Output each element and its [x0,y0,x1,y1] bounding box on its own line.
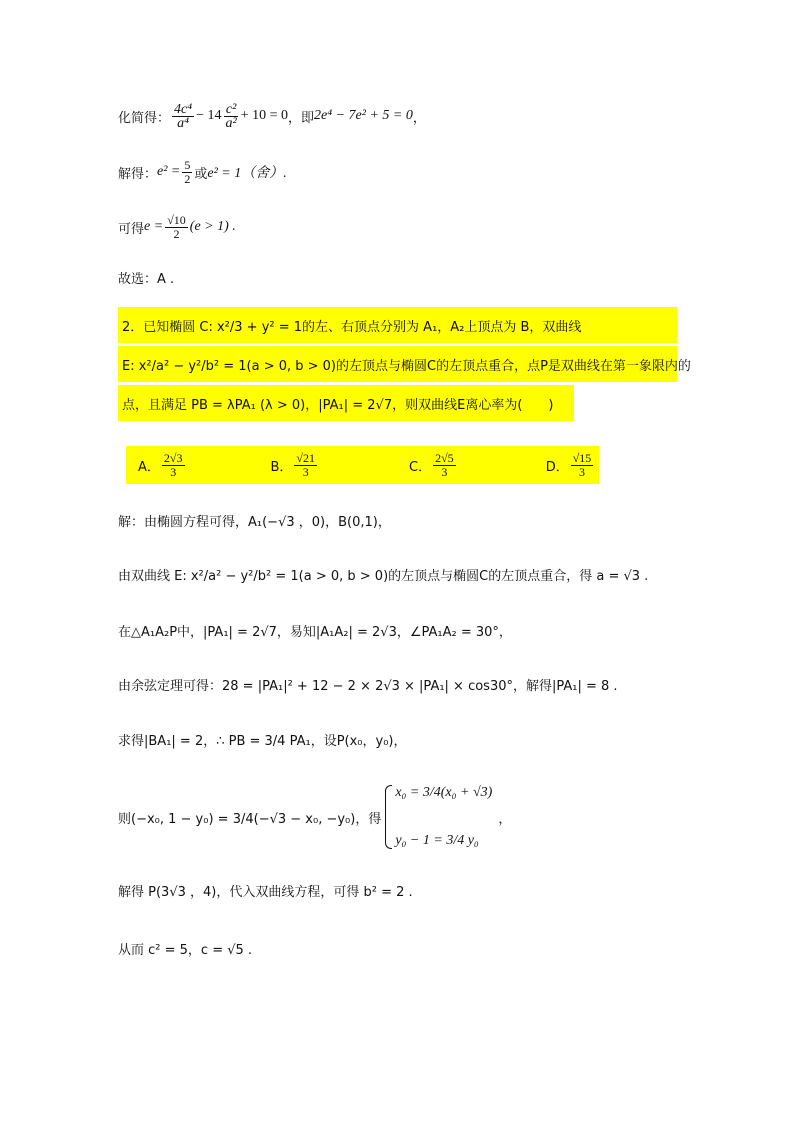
answer-line [118,262,174,292]
solve-prefix: 解得： [118,166,158,182]
problem-block [118,307,691,421]
solution-line-2: 由双曲线 E: x²/a² − y²/b² = 1(a > 0, b > 0)的左顶点与椭圆C的左顶点重合，得 a = √3 . [118,568,649,584]
system-eq-2: y₀ − 1 = 3/4 y₀ [395,833,479,848]
fraction-c2-a2: $\frac{\text{c²}}{\text{a²}}$ [225,101,237,131]
solution-line-6 [118,783,511,851]
solve-line: 解得： e² = $\frac{5}{2}$ 或 e² = 1（舍）. [118,157,287,186]
fraction-5-2: $\frac{5}{2}$ [184,157,191,186]
option-b[interactable]: B． $\frac{√21}{3}$ [270,450,316,479]
solution-line-7: 解得 P(3√3 ，4)，代入双曲线方程，可得 b² = 2 . [118,884,413,900]
solution-line-1: 解：由椭圆方程可得，A₁(−√3 ，0)，B(0,1)， [118,514,391,530]
simplify-mid: ，即 [288,110,315,126]
simplify-line: 化简得： $\frac{\text{4c⁴}}{\text{a⁴}}$ − 14 $\frac{\text{c²}}{\text{a²}}$ + 10 = 0 ，即 2e⁴ − 7e² + 5 = 0 ， [118,101,426,131]
fraction-sqrt10-2: $\frac{√10}{2}$ [167,212,186,241]
solve-or: 或 [194,166,208,182]
problem-row-2: E: x²/a² − y²/b² = 1(a > 0, b > 0)的左顶点与椭圆C的左顶点重合，点P是双曲线在第一象限内的 [118,346,677,382]
solution-line-5: 求得|BA₁| = 2，∴ PB = 3/4 PA₁，设P(x₀，y₀)， [118,733,407,749]
solution-line-8: 从而 c² = 5，c = √5 . [118,942,253,958]
system-eq-1: x₀ = 3/4(x₀ + √3) [395,785,493,800]
option-d[interactable]: D． $\frac{√15}{3}$ [545,450,592,479]
result-prefix: 可得 [118,221,145,237]
options-row [126,446,599,484]
solution-line-3: 在△A₁A₂P中，|PA₁| = 2√7，易知|A₁A₂| = 2√3，∠PA₁A₂ = 30°， [118,624,512,640]
result-end: (e > 1) . [189,219,236,234]
solution-6-end: ， [498,811,512,827]
option-a[interactable]: A． $\frac{2√3}{3}$ [138,450,183,479]
problem-row-3: 点，且满足 PB = λPA₁ (λ > 0)，|PA₁| = 2√7，则双曲线E离心率为( ) [118,385,574,421]
problem-row-1: 2．已知椭圆 C: x²/3 + y² = 1的左、右顶点分别为 A₁，A₂上顶点为 B，双曲线 [118,307,677,343]
simplify-end: ， [412,110,426,126]
answer-text: 故选：A . [118,271,175,287]
fraction-4c4-a4: $\frac{\text{4c⁴}}{\text{a⁴}}$ [174,101,193,131]
option-c[interactable]: C． $\frac{2√5}{3}$ [409,450,454,479]
solution-line-4: 由余弦定理可得：28 = |PA₁|² + 12 − 2 × 2√3 × |PA₁| × cos30°，解得|PA₁| = 8 . [118,678,618,694]
simplify-prefix: 化简得： [118,110,171,126]
solution-6-prefix: 则(−x₀, 1 − y₀) = 3/4(−√3 − x₀, −y₀)，得 [118,811,382,827]
result-e-line: 可得 e = $\frac{√10}{2}$ (e > 1) . [118,212,236,241]
simplify-equation: 2e⁴ − 7e² + 5 = 0 [314,108,413,123]
equation-system [385,785,492,849]
solve-rest: e² = 1（舍）. [207,166,287,181]
